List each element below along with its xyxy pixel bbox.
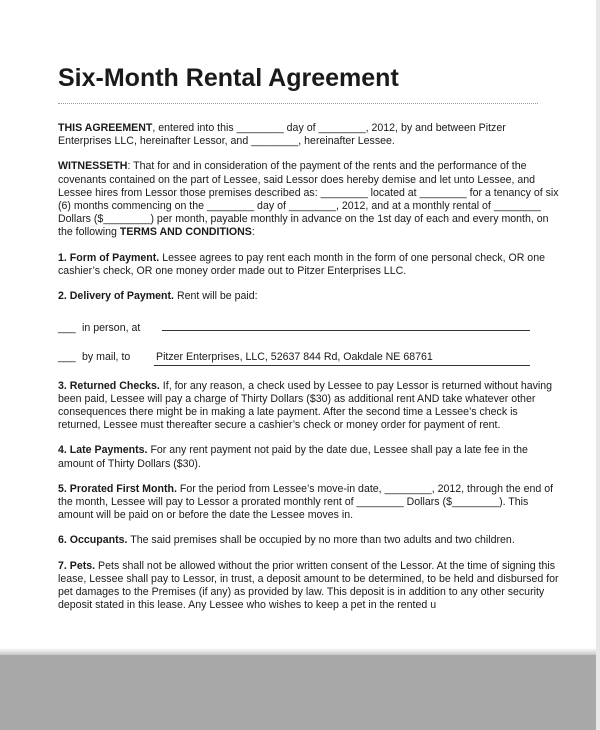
section-2 — [58, 290, 560, 303]
section-7-text: Pets shall not be allowed without the prior written consent of the Lessor. At the time of signing this lease, Lessee shall pay to Lessor, in trust, a deposit amount to be determined, to be held and disbursed for pet damages to the Premises (if any) as provided by law. This deposit is in addition to any other security deposit stated in this lease. Any Lessee who wishes to keep a pet in the rented u — [58, 559, 559, 612]
witnesseth-paragraph — [58, 160, 560, 239]
intro-paragraph — [58, 122, 560, 148]
in-person-blank: ___ — [58, 322, 76, 335]
section-1-heading: 1. Form of Payment. — [58, 251, 160, 264]
delivery-option-in-person — [58, 319, 560, 335]
in-person-label: in person, at — [82, 322, 141, 335]
witnesseth-text: : That for and in consideration of the payment of the rents and the performance of the covenants contained on the part of Lessee, said Lessor does hereby demise and let unto Lessee, and Lessee hires from Lessor those premises described as: ________ located at ________ for a tenancy of six (6) months commencing on the ________ day of ________, 2012, and at a monthly rental of ________ Dollars ($________) per month, payable monthly in advance on the 1st day of each and every month, on the following — [58, 160, 559, 239]
by-mail-address: Pitzer Enterprises, LLC, 52637 844 Rd, Oakdale NE 68761 — [154, 351, 530, 365]
page-right-edge — [596, 0, 600, 730]
section-2-text: Rent will be paid: — [174, 290, 258, 303]
document-title: Six-Month Rental Agreement — [58, 64, 399, 92]
section-3-heading: 3. Returned Checks. — [58, 379, 160, 392]
witnesseth-end: : — [251, 226, 255, 239]
section-4-text: For any rent payment not paid by the date due, Lessee shall pay a late fee in the amount of Thirty Dollars ($30). — [58, 444, 528, 470]
by-mail-label: by mail, to — [82, 351, 131, 364]
section-3-text: If, for any reason, a check used by Lessee to pay Lessor is returned without having been paid, Lessee will pay a charge of Thirty Dollars ($30) as additional rent AND take whatever other consequences there might be in making a late payment. After the second time a Lessee’s check is returned, Lessee must thereafter secure a cashier’s check or money order for payment of rent. — [58, 379, 553, 432]
section-7-heading: 7. Pets. — [58, 559, 96, 572]
section-7 — [58, 560, 560, 613]
intro-text: , entered into this ________ day of ________, 2012, by and between Pitzer Enterprises LLC, hereinafter Lessor, and ________, hereinafter Lessee. — [58, 122, 506, 148]
section-1-text: Lessee agrees to pay rent each month in the form of one personal check, OR one cashier’s check, OR one money order made out to Pitzer Enterprises LLC. — [58, 251, 545, 277]
section-1 — [58, 252, 560, 278]
section-4-heading: 4. Late Payments. — [58, 444, 148, 457]
section-5-heading: 5. Prorated First Month. — [58, 482, 177, 495]
section-4 — [58, 444, 560, 470]
witnesseth-lead: WITNESSETH — [58, 160, 128, 173]
section-6 — [58, 534, 560, 547]
section-2-heading: 2. Delivery of Payment. — [58, 290, 174, 303]
section-5 — [58, 483, 560, 523]
by-mail-blank: ___ — [58, 351, 76, 364]
section-5-text: For the period from Lessee’s move-in date, ________, 2012, through the end of the month, Lessee will pay to Lessor a prorated monthly rent of ________ Dollars ($________). This amount will be paid on or before the date the Lessee moves in. — [58, 482, 554, 522]
section-3 — [58, 380, 560, 433]
section-6-text: The said premises shall be occupied by no more than two adults and two children. — [127, 534, 515, 547]
delivery-option-by-mail — [58, 351, 560, 365]
bottom-gray-overlay — [0, 655, 600, 730]
intro-lead: THIS AGREEMENT — [58, 122, 153, 134]
section-6-heading: 6. Occupants. — [58, 534, 128, 547]
terms-and-conditions: TERMS AND CONDITIONS — [119, 226, 252, 239]
in-person-address-line — [162, 319, 530, 331]
title-divider — [58, 103, 538, 104]
